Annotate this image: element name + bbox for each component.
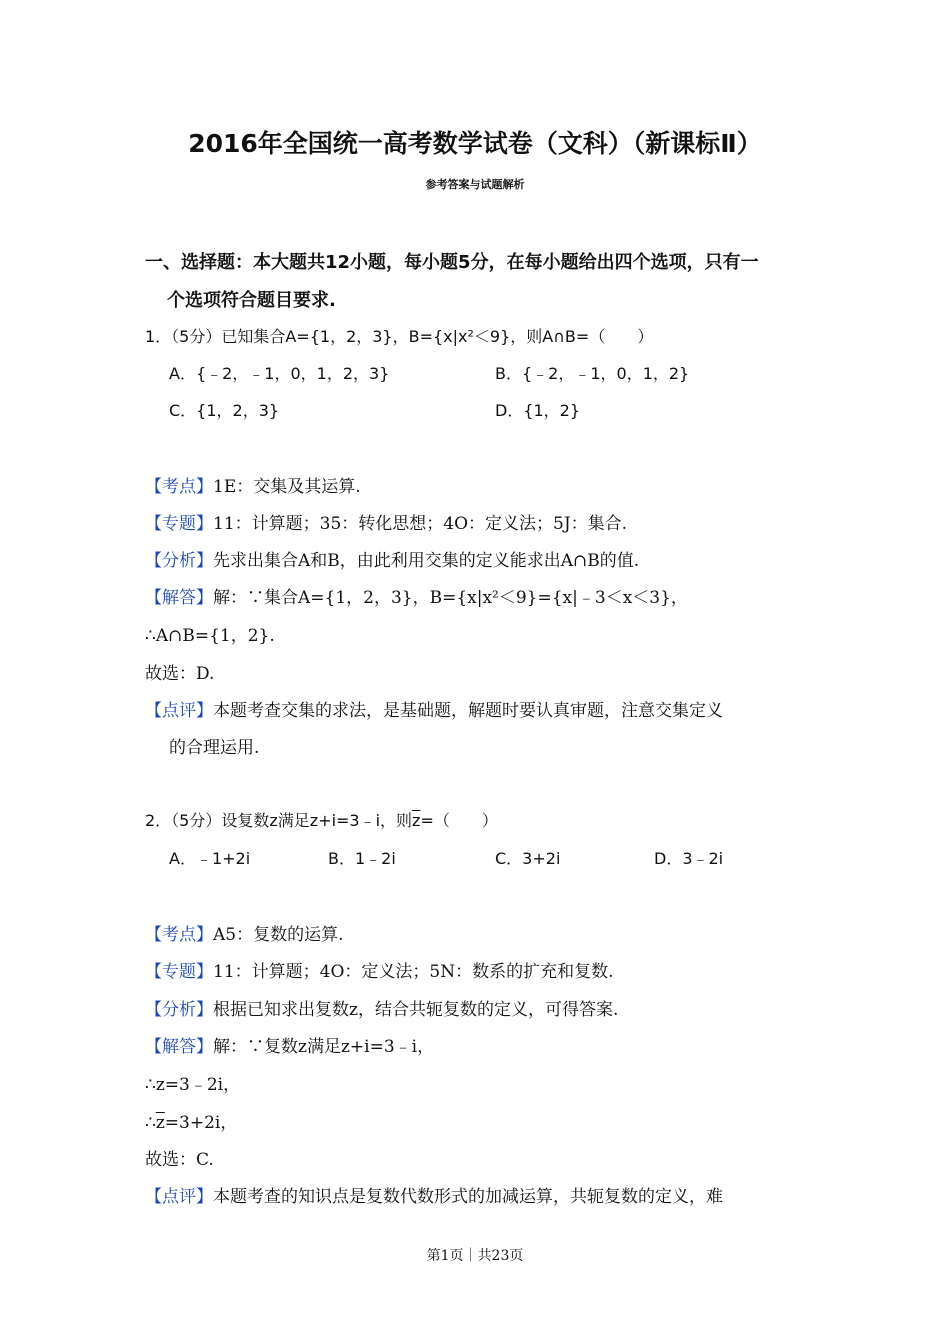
q2-answer: 故选：C. — [145, 1150, 214, 1170]
q1-fenxi-text: 先求出集合A和B，由此利用交集的定义能求出A∩B的值. — [213, 551, 640, 571]
zhuanti-tag: 【专题】 — [145, 514, 213, 534]
jieda-tag: 【解答】 — [145, 1037, 213, 1057]
q1-stem: 1．（5分）已知集合A={1，2，3}，B={x|x²＜9}，则A∩B=（ ） — [145, 327, 654, 346]
q1-option-d: D．{1，2} — [495, 401, 581, 420]
q2-kaodian — [145, 920, 344, 945]
q2-zbar: $\overline{z}$ — [412, 811, 421, 830]
kaodian-tag: 【考点】 — [145, 477, 213, 497]
zhuanti-tag: 【专题】 — [145, 962, 213, 982]
q2-solution-line3 — [145, 1108, 237, 1133]
q1-kaodian — [145, 472, 361, 497]
q1-answer: 故选：D. — [145, 664, 215, 684]
page-subtitle: 参考答案与试题解析 — [425, 178, 525, 191]
q2-dianping — [145, 1182, 723, 1207]
fenxi-tag: 【分析】 — [145, 1000, 213, 1020]
q2-fenxi — [145, 995, 618, 1020]
q2-zhuanti — [145, 957, 613, 982]
q1-kaodian-text: 1E：交集及其运算. — [213, 477, 361, 497]
q2-result-value: =3+2i， — [164, 1113, 238, 1133]
q2-option-b: B．1﹣2i — [328, 849, 396, 868]
q2-jieda-text: 解：∵复数z满足z+i=3﹣i， — [213, 1037, 435, 1057]
jieda-tag: 【解答】 — [145, 588, 213, 608]
q1-dianping — [145, 696, 723, 721]
page-footer: 第1页｜共23页 — [426, 1248, 524, 1264]
q2-stem-before: 2．（5分）设复数z满足z+i=3﹣i，则 — [145, 811, 413, 830]
q1-jieda — [145, 583, 688, 608]
q2-fenxi-text: 根据已知求出复数z，结合共轭复数的定义，可得答案. — [213, 1000, 619, 1020]
section-heading-line1: 一、选择题：本大题共12小题，每小题5分，在每小题给出四个选项，只有一 — [145, 252, 759, 273]
section-heading-line2: 个选项符合题目要求. — [167, 290, 336, 311]
q1-zhuanti-text: 11：计算题；35：转化思想；4O：定义法；5J：集合. — [213, 514, 628, 534]
q2-zbar-result: $\overline{z}$ — [155, 1113, 165, 1133]
q2-solution-line2: ∴z=3﹣2i， — [145, 1075, 241, 1095]
q1-option-c: C．{1，2，3} — [169, 401, 280, 420]
q2-stem — [145, 808, 498, 831]
q1-dianping-text: 本题考查交集的求法，是基础题，解题时要认真审题，注意交集定义 — [213, 701, 723, 721]
q2-option-d: D．3﹣2i — [654, 849, 724, 868]
q1-fenxi — [145, 546, 639, 571]
q1-jieda-text: 解：∵集合A={1，2，3}，B={x|x²＜9}={x|﹣3＜x＜3}， — [213, 588, 688, 608]
q2-stem-after: =（ ） — [420, 811, 498, 830]
q2-dianping-text: 本题考查的知识点是复数代数形式的加减运算，共轭复数的定义，难 — [213, 1187, 723, 1207]
q1-solution-line2: ∴A∩B={1，2}. — [145, 626, 275, 646]
dianping-tag: 【点评】 — [145, 701, 213, 721]
q1-zhuanti — [145, 509, 627, 534]
q2-therefore: ∴ — [145, 1113, 156, 1133]
q2-zhuanti-text: 11：计算题；4O：定义法；5N：数系的扩充和复数. — [213, 962, 614, 982]
page-title: 2016年全国统一高考数学试卷（文科）（新课标Ⅱ） — [188, 129, 762, 158]
q2-option-c: C．3+2i — [495, 849, 561, 868]
fenxi-tag: 【分析】 — [145, 551, 213, 571]
q2-kaodian-text: A5：复数的运算. — [213, 925, 344, 945]
q1-option-a: A．{﹣2，﹣1，0，1，2，3} — [169, 364, 390, 383]
dianping-tag: 【点评】 — [145, 1187, 213, 1207]
q1-dianping-line2: 的合理运用. — [169, 738, 260, 758]
q2-option-a: A．﹣1+2i — [169, 849, 251, 868]
q2-jieda — [145, 1032, 434, 1057]
q1-option-b: B．{﹣2，﹣1，0，1，2} — [495, 364, 690, 383]
kaodian-tag: 【考点】 — [145, 925, 213, 945]
